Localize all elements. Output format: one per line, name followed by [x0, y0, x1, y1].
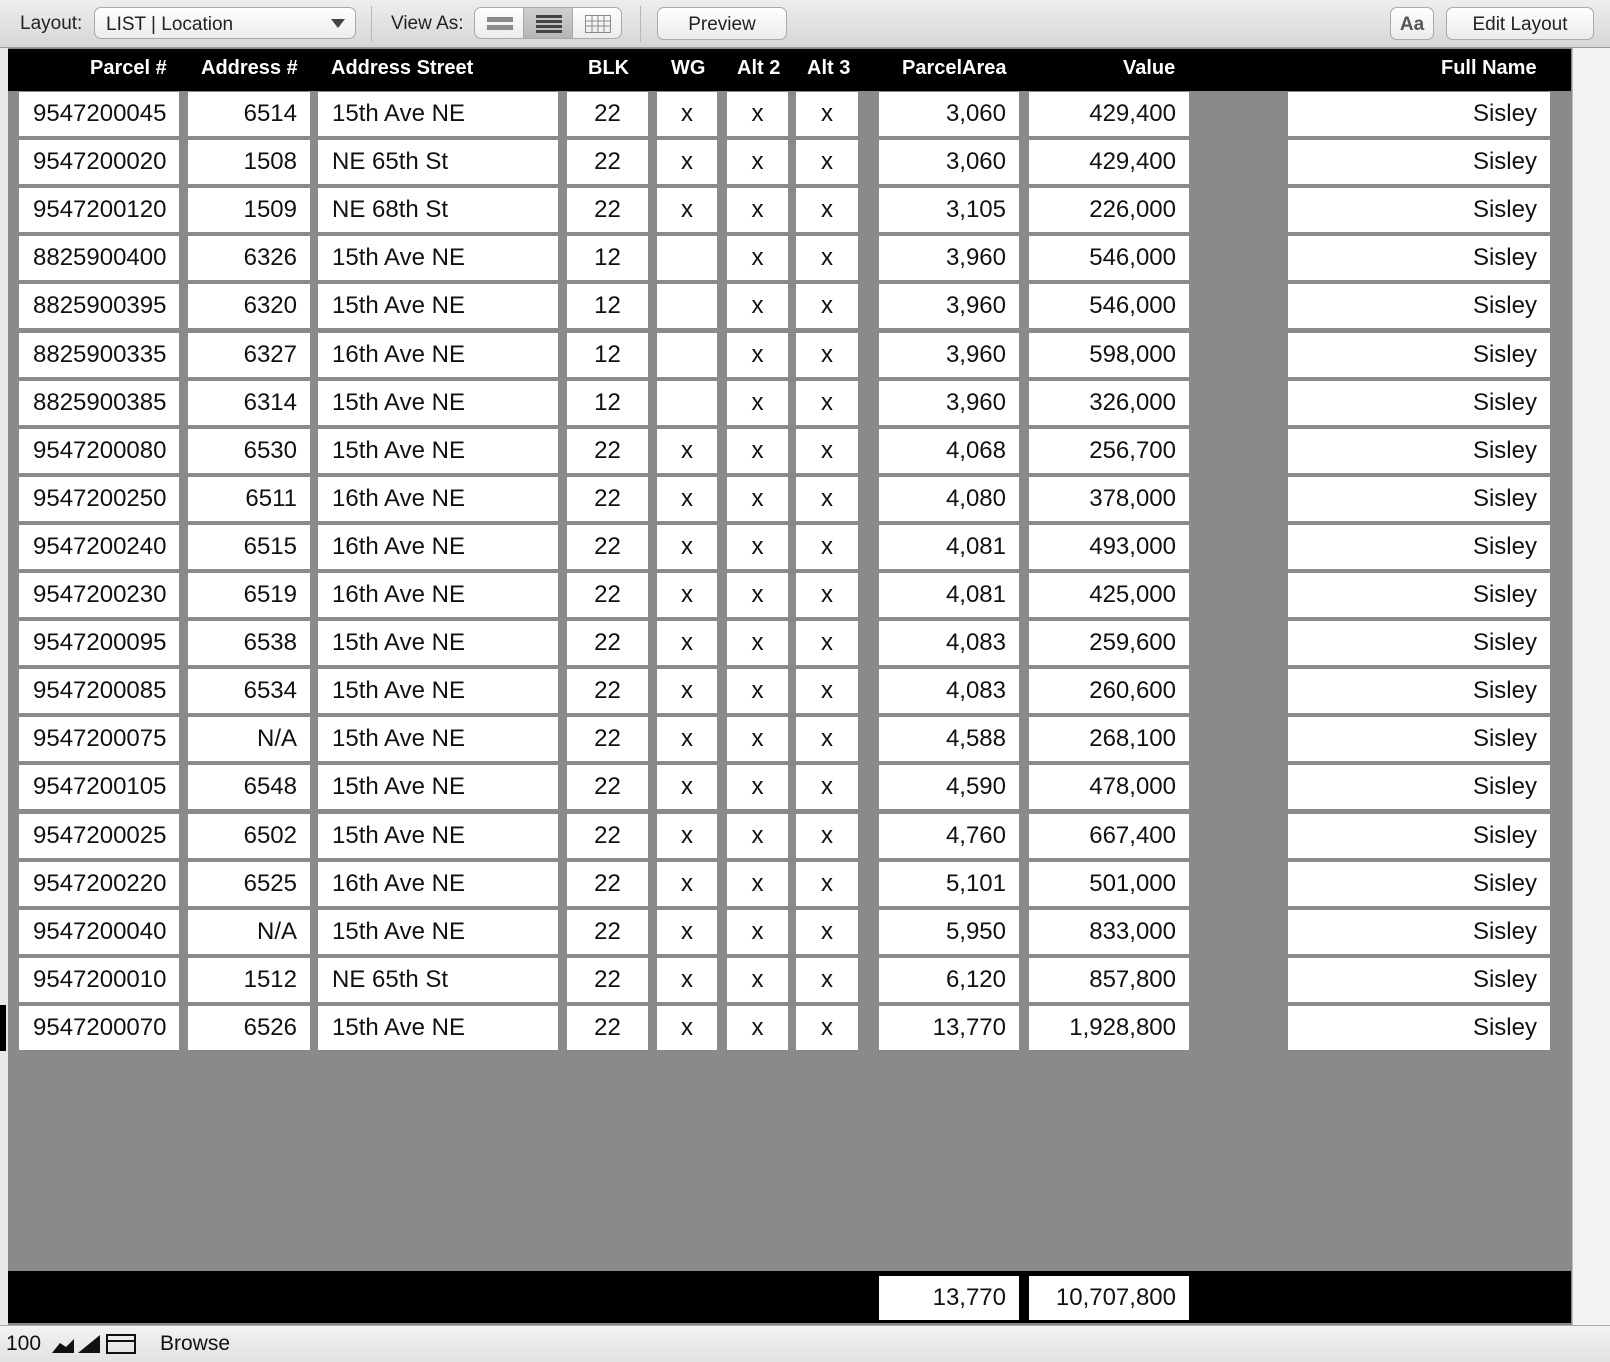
- alt3-field[interactable]: x: [796, 765, 858, 809]
- parcel-number-field[interactable]: 9547200020: [19, 140, 179, 184]
- blk-field[interactable]: 22: [567, 140, 648, 184]
- address-number-field[interactable]: 6326: [188, 236, 310, 280]
- wg-field[interactable]: [657, 333, 717, 377]
- wg-field[interactable]: x: [657, 765, 717, 809]
- blk-field[interactable]: 22: [567, 958, 648, 1002]
- parcel-area-field[interactable]: 3,060: [879, 92, 1019, 136]
- summary-footer: [8, 1271, 1571, 1323]
- address-number-field[interactable]: 6511: [188, 477, 310, 521]
- full-name-field[interactable]: Sisley: [1288, 765, 1550, 809]
- full-name-field[interactable]: Sisley: [1288, 958, 1550, 1002]
- layout-select-value: LIST | Location: [106, 14, 234, 35]
- address-street-field[interactable]: 16th Ave NE: [318, 862, 558, 906]
- wg-field[interactable]: x: [657, 621, 717, 665]
- parcel-area-field[interactable]: 4,080: [879, 477, 1019, 521]
- alt2-field[interactable]: x: [727, 92, 788, 136]
- header-address-street[interactable]: Address Street: [331, 57, 474, 79]
- chevron-down-icon: [331, 19, 345, 28]
- blk-field[interactable]: 22: [567, 910, 648, 954]
- parcel-number-field[interactable]: 8825900395: [19, 284, 179, 328]
- parcel-number-field[interactable]: 9547200250: [19, 477, 179, 521]
- address-number-field[interactable]: 6538: [188, 621, 310, 665]
- address-street-field[interactable]: 16th Ave NE: [318, 477, 558, 521]
- blk-field[interactable]: 22: [567, 429, 648, 473]
- blk-field[interactable]: 22: [567, 477, 648, 521]
- value-field[interactable]: 425,000: [1029, 573, 1189, 617]
- address-number-field[interactable]: 6548: [188, 765, 310, 809]
- alt2-field[interactable]: x: [727, 717, 788, 761]
- wg-field[interactable]: x: [657, 669, 717, 713]
- parcel-number-field[interactable]: 9547200025: [19, 814, 179, 858]
- alt3-field[interactable]: x: [796, 477, 858, 521]
- header-wg[interactable]: WG: [671, 57, 706, 79]
- parcel-area-field[interactable]: 3,060: [879, 140, 1019, 184]
- full-name-field[interactable]: Sisley: [1288, 910, 1550, 954]
- wg-field[interactable]: x: [657, 717, 717, 761]
- address-street-field[interactable]: 15th Ave NE: [318, 381, 558, 425]
- alt3-field[interactable]: x: [796, 188, 858, 232]
- parcel-area-field[interactable]: 3,960: [879, 284, 1019, 328]
- address-street-field[interactable]: 15th Ave NE: [318, 284, 558, 328]
- alt3-field[interactable]: x: [796, 236, 858, 280]
- parcel-number-field[interactable]: 9547200120: [19, 188, 179, 232]
- full-name-field[interactable]: Sisley: [1288, 333, 1550, 377]
- full-name-field[interactable]: Sisley: [1288, 92, 1550, 136]
- address-street-field[interactable]: 15th Ave NE: [318, 621, 558, 665]
- address-street-field[interactable]: 15th Ave NE: [318, 429, 558, 473]
- blk-field[interactable]: 22: [567, 188, 648, 232]
- parcel-number-field[interactable]: 9547200070: [19, 1006, 179, 1050]
- value-field[interactable]: 378,000: [1029, 477, 1189, 521]
- font-format-button[interactable]: Aa: [1390, 7, 1434, 40]
- alt2-field[interactable]: x: [727, 429, 788, 473]
- view-as-table-button[interactable]: [572, 7, 622, 39]
- wg-field[interactable]: [657, 236, 717, 280]
- parcel-number-field[interactable]: 8825900385: [19, 381, 179, 425]
- full-name-field[interactable]: Sisley: [1288, 621, 1550, 665]
- full-name-field[interactable]: Sisley: [1288, 717, 1550, 761]
- address-street-field[interactable]: 15th Ave NE: [318, 765, 558, 809]
- header-parcel[interactable]: Parcel #: [90, 57, 167, 79]
- alt2-field[interactable]: x: [727, 669, 788, 713]
- parcel-area-field[interactable]: 4,588: [879, 717, 1019, 761]
- blk-field[interactable]: 22: [567, 525, 648, 569]
- value-field[interactable]: 429,400: [1029, 140, 1189, 184]
- layout-ruler-strip: [1572, 48, 1610, 1325]
- alt2-field[interactable]: x: [727, 765, 788, 809]
- form-view-icon: [487, 14, 513, 34]
- view-as-form-button[interactable]: [474, 7, 524, 39]
- header-alt2[interactable]: Alt 2: [737, 57, 781, 79]
- view-as-list-button[interactable]: [523, 7, 573, 39]
- zoom-out-icon[interactable]: [52, 1333, 74, 1358]
- parcel-number-field[interactable]: 9547200040: [19, 910, 179, 954]
- blk-field[interactable]: 22: [567, 862, 648, 906]
- alt2-field[interactable]: x: [727, 333, 788, 377]
- alt2-field[interactable]: x: [727, 573, 788, 617]
- parcel-number-field[interactable]: 9547200095: [19, 621, 179, 665]
- wg-field[interactable]: x: [657, 140, 717, 184]
- value-field[interactable]: 260,600: [1029, 669, 1189, 713]
- parcel-area-field[interactable]: 4,068: [879, 429, 1019, 473]
- alt2-field[interactable]: x: [727, 1006, 788, 1050]
- value-field[interactable]: 1,928,800: [1029, 1006, 1189, 1050]
- wg-field[interactable]: x: [657, 910, 717, 954]
- header-address-number[interactable]: Address #: [201, 57, 298, 79]
- address-street-field[interactable]: NE 65th St: [318, 140, 558, 184]
- alt2-field[interactable]: x: [727, 910, 788, 954]
- parcel-number-field[interactable]: 9547200010: [19, 958, 179, 1002]
- wg-field[interactable]: [657, 381, 717, 425]
- address-street-field[interactable]: 16th Ave NE: [318, 573, 558, 617]
- address-number-field[interactable]: 6314: [188, 381, 310, 425]
- alt2-field[interactable]: x: [727, 862, 788, 906]
- value-field[interactable]: 429,400: [1029, 92, 1189, 136]
- parcel-number-field[interactable]: 9547200220: [19, 862, 179, 906]
- header-blk[interactable]: BLK: [588, 57, 630, 79]
- value-field[interactable]: 598,000: [1029, 333, 1189, 377]
- parcel-number-field[interactable]: 9547200240: [19, 525, 179, 569]
- toggle-status-toolbar-icon[interactable]: [106, 1333, 136, 1360]
- value-field[interactable]: 326,000: [1029, 381, 1189, 425]
- parcel-area-field[interactable]: 4,083: [879, 621, 1019, 665]
- zoom-in-icon[interactable]: [78, 1333, 100, 1358]
- total-parcel-area[interactable]: 13,770: [879, 1276, 1019, 1320]
- alt3-field[interactable]: x: [796, 92, 858, 136]
- full-name-field[interactable]: Sisley: [1288, 236, 1550, 280]
- alt2-field[interactable]: x: [727, 140, 788, 184]
- blk-field[interactable]: 22: [567, 814, 648, 858]
- blk-field[interactable]: 12: [567, 381, 648, 425]
- parcel-number-field[interactable]: 9547200085: [19, 669, 179, 713]
- full-name-field[interactable]: Sisley: [1288, 381, 1550, 425]
- address-number-field[interactable]: 6502: [188, 814, 310, 858]
- wg-field[interactable]: [657, 284, 717, 328]
- zoom-level[interactable]: 100: [6, 1332, 42, 1355]
- value-field[interactable]: 501,000: [1029, 862, 1189, 906]
- address-number-field[interactable]: 6514: [188, 92, 310, 136]
- alt3-field[interactable]: x: [796, 958, 858, 1002]
- parcel-area-field[interactable]: 4,760: [879, 814, 1019, 858]
- parcel-area-field[interactable]: 4,083: [879, 669, 1019, 713]
- address-number-field[interactable]: 6534: [188, 669, 310, 713]
- full-name-field[interactable]: Sisley: [1288, 1006, 1550, 1050]
- alt2-field[interactable]: x: [727, 525, 788, 569]
- parcel-area-field[interactable]: 5,101: [879, 862, 1019, 906]
- full-name-field[interactable]: Sisley: [1288, 669, 1550, 713]
- address-number-field[interactable]: 1508: [188, 140, 310, 184]
- parcel-number-field[interactable]: 9547200075: [19, 717, 179, 761]
- address-street-field[interactable]: 16th Ave NE: [318, 525, 558, 569]
- layout-select[interactable]: [94, 7, 356, 39]
- toolbar-divider: [371, 6, 372, 42]
- alt2-field[interactable]: x: [727, 284, 788, 328]
- value-field[interactable]: 493,000: [1029, 525, 1189, 569]
- alt3-field[interactable]: x: [796, 140, 858, 184]
- address-street-field[interactable]: 15th Ave NE: [318, 236, 558, 280]
- parcel-number-field[interactable]: 9547200080: [19, 429, 179, 473]
- full-name-field[interactable]: Sisley: [1288, 284, 1550, 328]
- full-name-field[interactable]: Sisley: [1288, 525, 1550, 569]
- toolbar: [0, 0, 1610, 48]
- layout-label: Layout:: [20, 13, 83, 34]
- parcel-area-field[interactable]: 4,081: [879, 573, 1019, 617]
- alt2-field[interactable]: x: [727, 188, 788, 232]
- alt3-field[interactable]: x: [796, 381, 858, 425]
- blk-field[interactable]: 12: [567, 284, 648, 328]
- full-name-field[interactable]: Sisley: [1288, 814, 1550, 858]
- wg-field[interactable]: x: [657, 429, 717, 473]
- alt3-field[interactable]: x: [796, 862, 858, 906]
- wg-field[interactable]: x: [657, 958, 717, 1002]
- address-street-field[interactable]: 15th Ave NE: [318, 814, 558, 858]
- blk-field[interactable]: 22: [567, 621, 648, 665]
- parcel-number-field[interactable]: 8825900335: [19, 333, 179, 377]
- address-number-field[interactable]: 6327: [188, 333, 310, 377]
- address-street-field[interactable]: 15th Ave NE: [318, 92, 558, 136]
- address-street-field[interactable]: 16th Ave NE: [318, 333, 558, 377]
- alt3-field[interactable]: x: [796, 525, 858, 569]
- value-field[interactable]: 478,000: [1029, 765, 1189, 809]
- list-view-icon: [536, 14, 562, 34]
- wg-field[interactable]: x: [657, 862, 717, 906]
- header-full-name[interactable]: Full Name: [1441, 57, 1537, 79]
- parcel-number-field[interactable]: 9547200105: [19, 765, 179, 809]
- parcel-area-field[interactable]: 3,105: [879, 188, 1019, 232]
- blk-field[interactable]: 22: [567, 573, 648, 617]
- toolbar-divider: [640, 6, 641, 42]
- alt3-field[interactable]: x: [796, 814, 858, 858]
- alt3-field[interactable]: x: [796, 621, 858, 665]
- address-street-field[interactable]: 15th Ave NE: [318, 717, 558, 761]
- parcel-area-field[interactable]: 6,120: [879, 958, 1019, 1002]
- alt2-field[interactable]: x: [727, 477, 788, 521]
- blk-field[interactable]: 12: [567, 236, 648, 280]
- wg-field[interactable]: x: [657, 188, 717, 232]
- address-number-field[interactable]: 6530: [188, 429, 310, 473]
- mode-indicator[interactable]: Browse: [160, 1332, 231, 1355]
- address-street-field[interactable]: 15th Ave NE: [318, 669, 558, 713]
- address-number-field[interactable]: N/A: [188, 910, 310, 954]
- alt2-field[interactable]: x: [727, 381, 788, 425]
- full-name-field[interactable]: Sisley: [1288, 140, 1550, 184]
- value-field[interactable]: 546,000: [1029, 284, 1189, 328]
- parcel-area-field[interactable]: 5,950: [879, 910, 1019, 954]
- address-number-field[interactable]: 6525: [188, 862, 310, 906]
- wg-field[interactable]: x: [657, 92, 717, 136]
- parcel-area-field[interactable]: 3,960: [879, 381, 1019, 425]
- wg-field[interactable]: x: [657, 573, 717, 617]
- total-value[interactable]: 10,707,800: [1029, 1276, 1189, 1320]
- table-view-icon: [585, 14, 611, 34]
- value-field[interactable]: 546,000: [1029, 236, 1189, 280]
- parcel-area-field[interactable]: 3,960: [879, 236, 1019, 280]
- value-field[interactable]: 256,700: [1029, 429, 1189, 473]
- address-street-field[interactable]: 15th Ave NE: [318, 910, 558, 954]
- value-field[interactable]: 268,100: [1029, 717, 1189, 761]
- address-number-field[interactable]: 6515: [188, 525, 310, 569]
- address-number-field[interactable]: 6519: [188, 573, 310, 617]
- full-name-field[interactable]: Sisley: [1288, 477, 1550, 521]
- value-field[interactable]: 259,600: [1029, 621, 1189, 665]
- alt3-field[interactable]: x: [796, 284, 858, 328]
- alt3-field[interactable]: x: [796, 669, 858, 713]
- address-street-field[interactable]: NE 65th St: [318, 958, 558, 1002]
- wg-field[interactable]: x: [657, 1006, 717, 1050]
- blk-field[interactable]: 22: [567, 92, 648, 136]
- value-field[interactable]: 667,400: [1029, 814, 1189, 858]
- address-number-field[interactable]: 1509: [188, 188, 310, 232]
- header-value[interactable]: Value: [1123, 57, 1176, 79]
- parcel-area-field[interactable]: 13,770: [879, 1006, 1019, 1050]
- alt2-field[interactable]: x: [727, 958, 788, 1002]
- blk-field[interactable]: 22: [567, 1006, 648, 1050]
- wg-field[interactable]: x: [657, 525, 717, 569]
- header-parcel-area[interactable]: ParcelArea: [902, 57, 1007, 79]
- value-field[interactable]: 226,000: [1029, 188, 1189, 232]
- blk-field[interactable]: 22: [567, 669, 648, 713]
- value-field[interactable]: 833,000: [1029, 910, 1189, 954]
- alt2-field[interactable]: x: [727, 814, 788, 858]
- view-as-label: View As:: [391, 13, 464, 34]
- full-name-field[interactable]: Sisley: [1288, 429, 1550, 473]
- wg-field[interactable]: x: [657, 814, 717, 858]
- status-bar: [0, 1325, 1610, 1362]
- parcel-number-field[interactable]: 8825900400: [19, 236, 179, 280]
- full-name-field[interactable]: Sisley: [1288, 862, 1550, 906]
- address-number-field[interactable]: N/A: [188, 717, 310, 761]
- full-name-field[interactable]: Sisley: [1288, 573, 1550, 617]
- alt3-field[interactable]: x: [796, 573, 858, 617]
- parcel-area-field[interactable]: 3,960: [879, 333, 1019, 377]
- edit-layout-button[interactable]: Edit Layout: [1446, 7, 1594, 40]
- wg-field[interactable]: x: [657, 477, 717, 521]
- alt3-field[interactable]: x: [796, 429, 858, 473]
- address-number-field[interactable]: 1512: [188, 958, 310, 1002]
- address-number-field[interactable]: 6526: [188, 1006, 310, 1050]
- address-street-field[interactable]: 15th Ave NE: [318, 1006, 558, 1050]
- preview-button[interactable]: Preview: [657, 7, 787, 40]
- blk-field[interactable]: 22: [567, 717, 648, 761]
- address-street-field[interactable]: NE 68th St: [318, 188, 558, 232]
- alt2-field[interactable]: x: [727, 621, 788, 665]
- parcel-number-field[interactable]: 9547200230: [19, 573, 179, 617]
- current-record-marker: [0, 1005, 6, 1051]
- left-window-edge: [0, 48, 8, 1325]
- parcel-area-field[interactable]: 4,590: [879, 765, 1019, 809]
- value-field[interactable]: 857,800: [1029, 958, 1189, 1002]
- alt3-field[interactable]: x: [796, 1006, 858, 1050]
- blk-field[interactable]: 12: [567, 333, 648, 377]
- parcel-number-field[interactable]: 9547200045: [19, 92, 179, 136]
- header-alt3[interactable]: Alt 3: [807, 57, 851, 79]
- alt3-field[interactable]: x: [796, 717, 858, 761]
- alt3-field[interactable]: x: [796, 910, 858, 954]
- alt2-field[interactable]: x: [727, 236, 788, 280]
- blk-field[interactable]: 22: [567, 765, 648, 809]
- parcel-area-field[interactable]: 4,081: [879, 525, 1019, 569]
- alt3-field[interactable]: x: [796, 333, 858, 377]
- address-number-field[interactable]: 6320: [188, 284, 310, 328]
- full-name-field[interactable]: Sisley: [1288, 188, 1550, 232]
